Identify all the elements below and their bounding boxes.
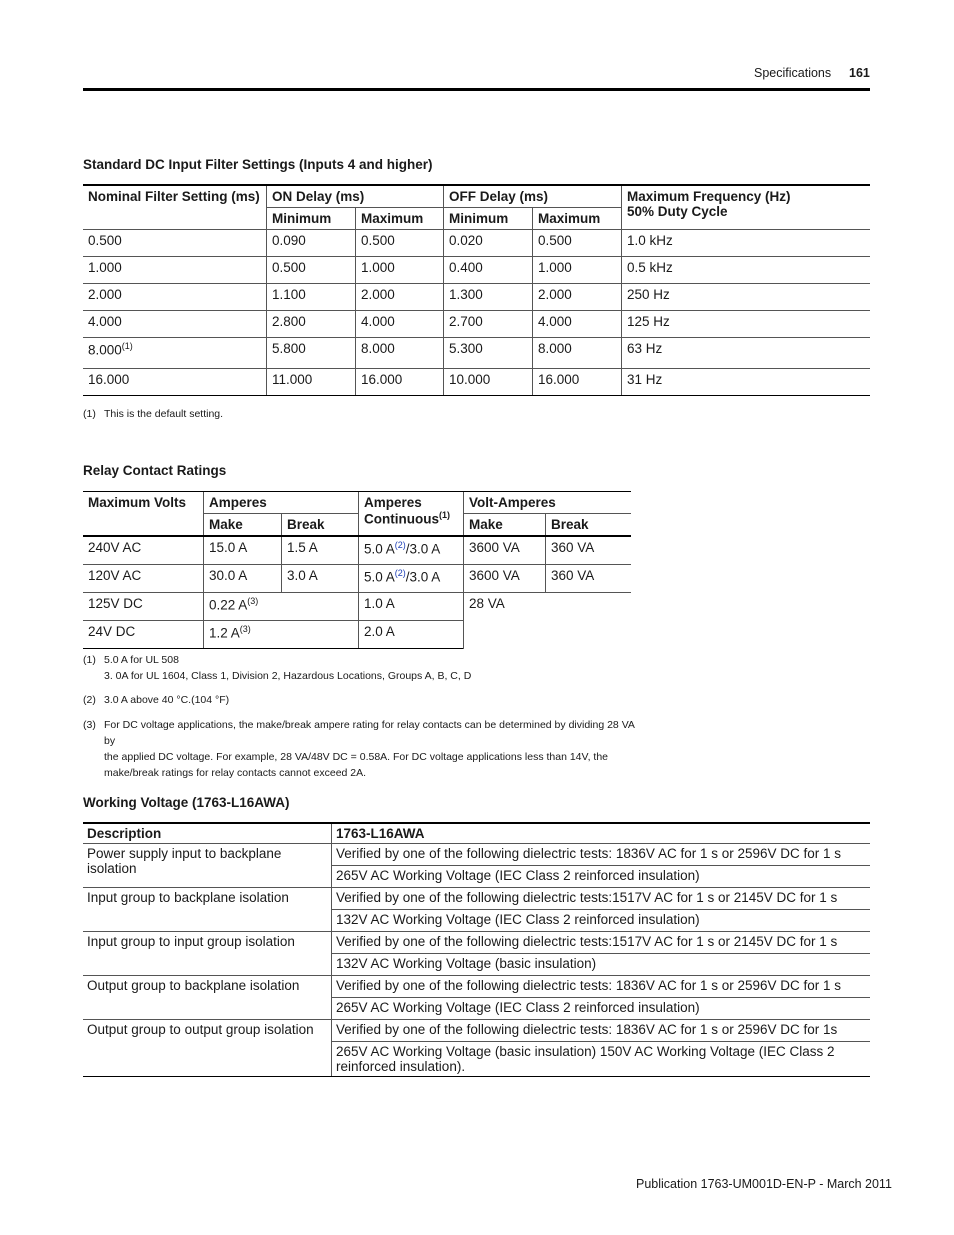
- table-row: [83, 536, 631, 565]
- relay-footnote-2: [83, 692, 643, 708]
- cell: Verified by one of the following dielectric tests: 1836V AC for 1 s or 2596V DC for 1s: [332, 1020, 871, 1042]
- cell: 16.000: [356, 369, 444, 396]
- cell: 1.0 A: [359, 593, 464, 621]
- cell: 0.400: [444, 257, 533, 284]
- cell: 28 VA: [464, 593, 632, 649]
- footnote-ref: (2): [394, 540, 406, 550]
- table-row: [83, 593, 631, 621]
- cell: 63 Hz: [622, 338, 871, 369]
- col-amperes-continuous: [359, 492, 464, 537]
- working-voltage-title: Working Voltage (1763-L16AWA): [83, 795, 290, 810]
- cell: 10.000: [444, 369, 533, 396]
- col-max-frequency: [622, 185, 871, 230]
- footnote-line: 3. 0A for UL 1604, Class 1, Division 2, Hazardous Locations, Groups A, B, C, D: [104, 670, 472, 682]
- footnote-ref: (3): [239, 624, 251, 634]
- cell: 8.000: [356, 338, 444, 369]
- cell: 1.0 kHz: [622, 230, 871, 257]
- table-row: [83, 257, 870, 284]
- cell: 1.000: [83, 257, 267, 284]
- footnote-number: (3): [83, 719, 96, 731]
- footnote-line: For DC voltage applications, the make/break ampere rating for relay contacts can be determined by dividing 28 VA by: [104, 719, 635, 747]
- footnote-ref: (1): [121, 341, 133, 351]
- table-row: [83, 888, 870, 910]
- cell: 0.500: [356, 230, 444, 257]
- filter-settings-table: [83, 184, 870, 396]
- footnote-ref: (1): [438, 510, 450, 520]
- footnote-line: 5.0 A for UL 508: [104, 654, 179, 666]
- cell: 3600 VA: [464, 536, 546, 565]
- table-row: [83, 311, 870, 338]
- footnote-ref[interactable]: (2): [394, 568, 406, 578]
- cell: 2.000: [83, 284, 267, 311]
- cell: 2.800: [267, 311, 356, 338]
- relay-footnote-3: [83, 717, 643, 779]
- table-row: [83, 230, 870, 257]
- col-off-min: Minimum: [444, 208, 533, 230]
- footnote-line: the applied DC voltage. For example, 28 VA/48V DC = 0.58A. For DC voltage applications less than 14V, the: [104, 751, 608, 763]
- working-voltage-table: [83, 822, 870, 1077]
- cell: 3600 VA: [464, 565, 546, 593]
- footnote-text: [104, 717, 643, 781]
- cell-value: 0.22 A: [209, 597, 248, 613]
- header-rule: [83, 88, 870, 91]
- cell: 11.000: [267, 369, 356, 396]
- col-model: 1763-L16AWA: [332, 823, 871, 844]
- cell: 24V DC: [83, 621, 204, 649]
- col-max-frequency-line1: Maximum Frequency (Hz): [627, 189, 791, 204]
- cell: 265V AC Working Voltage (basic insulation) 150V AC Working Voltage (IEC Class 2 reinforced insulation).: [332, 1042, 871, 1077]
- col-nominal-filter: Nominal Filter Setting (ms): [83, 185, 267, 230]
- cell: 3.0 A: [282, 565, 359, 593]
- relay-ratings-title: Relay Contact Ratings: [83, 463, 227, 478]
- cell: Verified by one of the following dielectric tests: 1836V AC for 1 s or 2596V DC for 1 s: [332, 844, 871, 866]
- cell: 1.000: [533, 257, 622, 284]
- cell: 360 VA: [546, 565, 632, 593]
- footnote-text: 3.0 A above 40 °C.(104 °F): [104, 694, 230, 706]
- col-va-break: Break: [546, 514, 632, 537]
- cell: 1.000: [356, 257, 444, 284]
- cell: 4.000: [356, 311, 444, 338]
- cell: Verified by one of the following dielectric tests:1517V AC for 1 s or 2145V DC for 1 s: [332, 888, 871, 910]
- row-description: Input group to input group isolation: [83, 932, 332, 976]
- cell: 2.000: [533, 284, 622, 311]
- cell: 16.000: [533, 369, 622, 396]
- cell-value-rest: /3.0 A: [405, 541, 441, 557]
- cell: 8.000: [533, 338, 622, 369]
- row-description: Output group to backplane isolation: [83, 976, 332, 1020]
- col-amperes: Amperes: [204, 492, 359, 514]
- cell: 120V AC: [83, 565, 204, 593]
- col-volt-amperes: Volt-Amperes: [464, 492, 632, 514]
- cell: [359, 536, 464, 565]
- cell: 30.0 A: [204, 565, 282, 593]
- footnote-text: [104, 652, 471, 684]
- relay-ratings-table: [83, 491, 631, 649]
- cell: 4.000: [533, 311, 622, 338]
- cell: 15.0 A: [204, 536, 282, 565]
- cell: [83, 338, 267, 369]
- cell: 250 Hz: [622, 284, 871, 311]
- col-max-volts: Maximum Volts: [83, 492, 204, 537]
- cell: 125 Hz: [622, 311, 871, 338]
- cell: 1.5 A: [282, 536, 359, 565]
- cell: 0.500: [83, 230, 267, 257]
- cell: 31 Hz: [622, 369, 871, 396]
- cell: 1.300: [444, 284, 533, 311]
- col-va-make: Make: [464, 514, 546, 537]
- cell-value-rest: /3.0 A: [405, 569, 441, 585]
- cell: 0.500: [533, 230, 622, 257]
- cell: 2.000: [356, 284, 444, 311]
- cell: 0.5 kHz: [622, 257, 871, 284]
- table-row: [83, 932, 870, 954]
- cell: 265V AC Working Voltage (IEC Class 2 reinforced insulation): [332, 998, 871, 1020]
- col-amperes-continuous-line2: Continuous: [364, 511, 439, 527]
- cell: 2.700: [444, 311, 533, 338]
- cell: 132V AC Working Voltage (IEC Class 2 reinforced insulation): [332, 910, 871, 932]
- cell: 240V AC: [83, 536, 204, 565]
- cell: [359, 565, 464, 593]
- col-max-frequency-line2: 50% Duty Cycle: [627, 204, 728, 219]
- col-amperes-continuous-line1: Amperes: [364, 495, 422, 510]
- table-row: [83, 284, 870, 311]
- table-row: [83, 369, 870, 396]
- table-row: [83, 338, 870, 369]
- table-row: [83, 844, 870, 866]
- filter-settings-title: Standard DC Input Filter Settings (Inputs 4 and higher): [83, 157, 433, 172]
- cell: 0.500: [267, 257, 356, 284]
- cell-value: 1.2 A: [209, 625, 240, 641]
- cell: Verified by one of the following dielectric tests: 1836V AC for 1 s or 2596V DC for 1 s: [332, 976, 871, 998]
- cell: 4.000: [83, 311, 267, 338]
- cell: 132V AC Working Voltage (basic insulation): [332, 954, 871, 976]
- col-description: Description: [83, 823, 332, 844]
- cell-value: 5.0 A: [364, 569, 395, 585]
- col-off-delay: OFF Delay (ms): [444, 185, 622, 208]
- cell: 16.000: [83, 369, 267, 396]
- col-on-min: Minimum: [267, 208, 356, 230]
- table-row: [83, 976, 870, 998]
- cell: 5.800: [267, 338, 356, 369]
- col-on-delay: ON Delay (ms): [267, 185, 444, 208]
- cell: 0.020: [444, 230, 533, 257]
- footnote-text: This is the default setting.: [104, 408, 224, 420]
- row-description: Input group to backplane isolation: [83, 888, 332, 932]
- col-off-max: Maximum: [533, 208, 622, 230]
- cell: 1.100: [267, 284, 356, 311]
- row-description: Output group to output group isolation: [83, 1020, 332, 1077]
- row-description: Power supply input to backplane isolation: [83, 844, 332, 888]
- cell: 125V DC: [83, 593, 204, 621]
- running-header-section: Specifications: [754, 66, 832, 80]
- table-row: [83, 565, 631, 593]
- cell: Verified by one of the following dielectric tests:1517V AC for 1 s or 2145V DC for 1 s: [332, 932, 871, 954]
- publication-footer: Publication 1763-UM001D-EN-P - March 2011: [636, 1177, 892, 1191]
- footnote-number: (1): [83, 654, 96, 666]
- cell: [204, 621, 359, 649]
- table-row: [83, 1020, 870, 1042]
- cell-value: 8.000: [88, 342, 122, 358]
- cell: 0.090: [267, 230, 356, 257]
- cell: 5.300: [444, 338, 533, 369]
- col-amp-break: Break: [282, 514, 359, 537]
- col-on-max: Maximum: [356, 208, 444, 230]
- cell: 360 VA: [546, 536, 632, 565]
- page-number: 161: [849, 66, 870, 80]
- footnote-line: make/break ratings for relay contacts cannot exceed 2A.: [104, 767, 367, 779]
- footnote-ref: (3): [247, 596, 259, 606]
- cell: [204, 593, 359, 621]
- cell-value: 5.0 A: [364, 541, 395, 557]
- col-amp-make: Make: [204, 514, 282, 537]
- footnote-number: (1): [83, 408, 96, 420]
- relay-footnote-1: [83, 652, 643, 686]
- footnote-number: (2): [83, 694, 96, 706]
- cell: 265V AC Working Voltage (IEC Class 2 reinforced insulation): [332, 866, 871, 888]
- cell: 2.0 A: [359, 621, 464, 649]
